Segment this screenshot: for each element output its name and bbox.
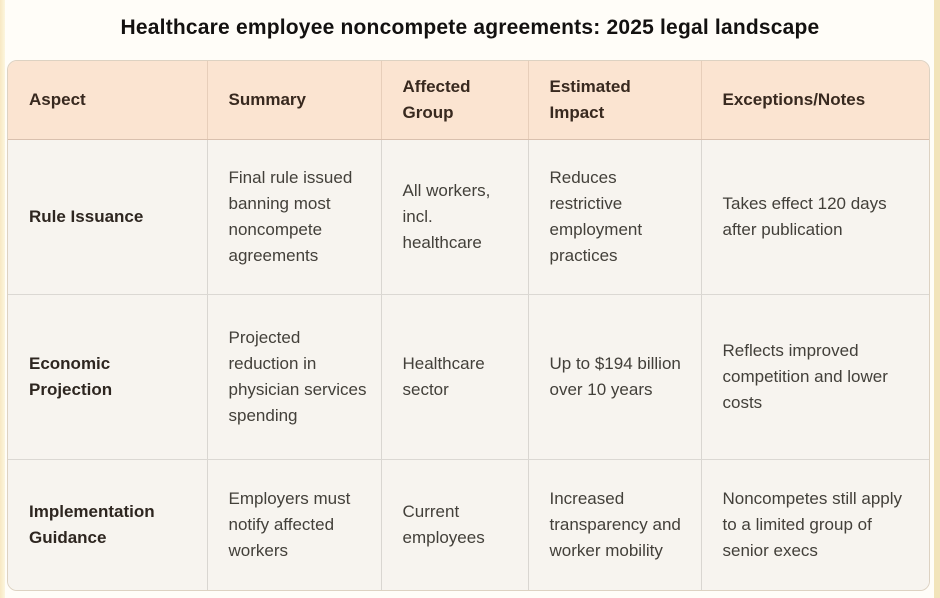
column-header-affected-group: Affected Group [381, 61, 528, 139]
header-row [8, 61, 930, 139]
column-header-estimated-impact: Estimated Impact [528, 61, 701, 139]
page-edge-left [0, 0, 5, 598]
table-row-implementation-guidance [8, 460, 930, 590]
page-edge-right [934, 0, 940, 598]
estimated-impact-cell: Reduces restrictive employment practices [528, 139, 701, 294]
column-header-aspect: Aspect [8, 61, 207, 139]
page-title: Healthcare employee noncompete agreements: 2025 legal landscape [120, 16, 820, 40]
column-header-summary: Summary [207, 61, 381, 139]
exceptions-notes-cell: Takes effect 120 days after publication [701, 139, 930, 294]
summary-cell: Final rule issued banning most noncompete agreements [207, 139, 381, 294]
exceptions-notes-cell: Reflects improved competition and lower costs [701, 294, 930, 459]
exceptions-notes-cell: Noncompetes still apply to a limited group of senior execs [701, 460, 930, 590]
estimated-impact-cell: Increased transparency and worker mobility [528, 460, 701, 590]
estimated-impact-cell: Up to $194 billion over 10 years [528, 294, 701, 459]
legal-landscape-table-card [7, 60, 930, 591]
summary-cell: Projected reduction in physician services spending [207, 294, 381, 459]
column-header-exceptions-notes: Exceptions/Notes [701, 61, 930, 139]
aspect-cell: Implementation Guidance [8, 460, 207, 590]
aspect-cell: Economic Projection [8, 294, 207, 459]
affected-group-cell: Current employees [381, 460, 528, 590]
table-row-rule-issuance [8, 139, 930, 294]
table-row-economic-projection [8, 294, 930, 459]
affected-group-cell: Healthcare sector [381, 294, 528, 459]
summary-cell: Employers must notify affected workers [207, 460, 381, 590]
legal-landscape-table [8, 61, 930, 590]
affected-group-cell: All workers, incl. healthcare [381, 139, 528, 294]
aspect-cell: Rule Issuance [8, 139, 207, 294]
